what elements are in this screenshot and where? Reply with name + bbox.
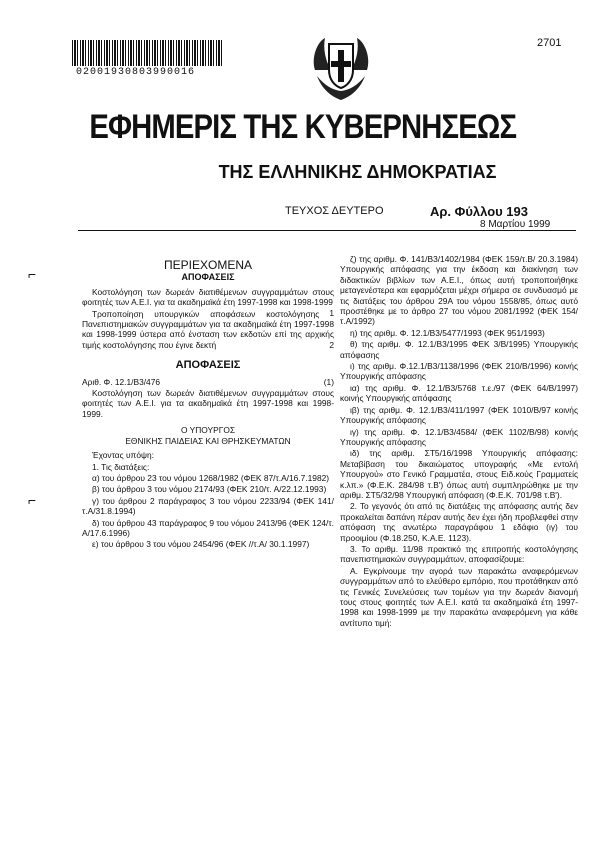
left-column [82, 254, 334, 551]
barcode [72, 40, 224, 66]
list-item: γ) του άρθρου 2 παράγραφος 3 του νόμου 2233/94 (ΦΕΚ 141/τ.Α/31.8.1994) [82, 495, 334, 517]
list-item: η) της αριθμ. Φ. 12.1/Β3/5477/1993 (ΦΕΚ 951/1993) [350, 327, 545, 338]
list-item: θ) της αριθμ. Φ. 12.1/Β3/1995 ΦΕΚ 3/Β/1995) Υπουργικής απόφασης [340, 339, 578, 360]
list-item: ε) του άρθρου 3 του νόμου 2454/96 (ΦΕΚ //τ.Α/ 30.1.1997) [92, 539, 310, 550]
gazette-title: ΕΦΗΜΕΡΙΣ ΤΗΣ ΚΥΒΕΡΝΗΣΕΩΣ [89, 108, 517, 146]
contents-heading: ΠΕΡΙΕΧΟΜΕΝΑ [163, 258, 253, 272]
page-number: 2701 [537, 37, 562, 49]
header-divider [78, 230, 576, 231]
decision-number: Αριθ. Φ. 12.1/Β3/476 (1) [82, 376, 334, 387]
contents-entry: Τροποποίηση υπουργικών αποφάσεων κοστολόγησης Πανεπιστημιακών συγγραμμάτων για τα ακαδημαϊκά έτη 1997-1998 και 1998-1999 ύστερα από ένσταση των εκδοτών επί της αρχικής τιμής κοστολόγησης που έγινε δεκτή 2 [82, 308, 334, 350]
barcode-number: 02001930803990016 [76, 67, 196, 78]
intro-text: Έχοντας υπόψη: [92, 450, 154, 461]
list-item: α) του άρθρου 23 του νόμου 1268/1982 (ΦΕΚ 87/τ.Α/16.7.1982) [92, 472, 330, 483]
margin-mark: ⌐ [28, 492, 37, 508]
ministry-name: ΕΘΝΙΚΗΣ ΠΑΙΔΕΙΑΣ ΚΑΙ ΘΡΗΣΚΕΥΜΑΤΩΝ [125, 435, 291, 446]
list-item: δ) του άρθρου 43 παράγραφος 9 του νόμου 2413/96 (ΦΕΚ 124/τ. Α/17.6.1996) [82, 517, 334, 538]
list-item: ιγ) της αριθμ. Φ. 12.1/Β3/4584/ (ΦΕΚ 1102/Β/98) κοινής Υπουργικής απόφασης [340, 426, 578, 447]
issue-date: 8 Μαρτίου 1999 [480, 219, 551, 230]
decision-subject: Κοστολόγηση των δωρεάν διατιθέμενων συγγραμμάτων στους φοιτητές των Α.Ε.Ι. για τα ακαδημαϊκά έτη 1997-1998 και 1998-1999. [82, 388, 334, 419]
coat-of-arms-emblem [305, 30, 377, 102]
list-item: β) του άρθρου 3 του νόμου 2174/93 (ΦΕΚ 210/τ. Α/22.12.1993) [92, 484, 327, 495]
list-item: ιβ) της αριθμ. Φ. 12.1/Β3/411/1997 (ΦΕΚ 1010/Β/97 κοινής Υπουργικής απόφασης [340, 404, 578, 426]
list-item: ι) της αριθμ. Φ.12.1/Β3/1138/1996 (ΦΕΚ 210/Β/1996) κοινής Υπουργικής απόφασης [340, 361, 578, 382]
decisions-heading: ΑΠΟΦΑΣΕΙΣ [175, 359, 241, 372]
margin-mark: ⌐ [28, 266, 37, 282]
minister-title: Ο ΥΠΟΥΡΓΟΣ [180, 425, 236, 436]
contents-entry: Κοστολόγηση των δωρεάν διατιθέμενων συγγραμμάτων στους φοιτητές των Α.Ε.Ι. για τα ακαδημαϊκά έτη 1997-1998 και 1998-1999 1 [82, 286, 334, 318]
contents-decisions-heading: ΑΠΟΦΑΣΕΙΣ [181, 272, 235, 283]
list-item: ια) της αριθμ. Φ. 12.1/Β3/5768 τ.ε./97 (ΦΕΚ 64/Β/1997) κοινής Υπουργικής απόφασης [340, 382, 578, 404]
sheet-number: Αρ. Φύλλου 193 [430, 204, 529, 219]
list-item: ζ) της αριθμ. Φ. 141/Β3/1402/1984 (ΦΕΚ 159/τ.Β/ 20.3.1984) Υπουργικής απόφασης για την έκδοση και διακίνηση των διδακτικών βιβλίων των Α.Ε.Ι., όπως αυτή τροποποιήθηκε μεταγενέστερα και εφαρμόζεται μέχρι σήμερα σε συνδυασμό με τις διατάξεις του άρθρου 29Α του νόμου 1558/85, όπως αυτό προστέθηκε με το άρθρο 27 του νόμου 2081/1992 (ΦΕΚ 154/τ.Α/1992) [340, 254, 578, 327]
list-item: 1. Τις διατάξεις: [92, 461, 150, 472]
list-item: Α. Εγκρίνουμε την αγορά των παρακάτω αναφερόμενων συγγραμμάτων από το ελεύθερο εμπόριο, που προτάθηκαν από τις Γενικές Συνελεύσεις των τομέων για την δωρεάν διανομή τους στους φοιτητές των Α.Ε.Ι. κατά τα ακαδημαϊκά έτη 1997-1998 και 1998-1999 με την παρακάτω αναφερόμενη για κάθε αντίτυπο τιμή: [340, 565, 578, 628]
gazette-subtitle: ΤΗΣ ΕΛΛΗΝΙΚΗΣ ΔΗΜΟΚΡΑΤΙΑΣ [218, 162, 497, 182]
list-item: ιδ) της αριθμ. ΣΤ5/16/1998 Υπουργικής απόφασης: Μεταβίβαση του δικαιώματος υπογραφής «Με εντολή Υπουργού» στο Γενικό Γραμματέα, στους Ειδ.κούς Γραμματείς κ.λπ.» (Φ.Ε.Κ. 284/98 τ.Β') όπως αυτή συμπληρώθηκε με την αριθμ. ΣΤ5/32/98 Υπουργική απόφαση (Φ.Ε.Κ. 701/98 τ.Β'). [340, 448, 578, 500]
list-item: 2. Το γεγονός ότι από τις διατάξεις της απόφασης αυτής δεν προκαλείται δαπάνη πέραν αυτής δεν έχει ήδη προβλεφθεί στην απόφαση της ανωτέρω παραγράφου 1 εδάφιο (ιγ) του προοιμίου (Φ.18.250, Κ.Α.Ε. 1123). [340, 501, 578, 543]
list-item: 3. Το αριθμ. 11/98 πρακτικό της επιτροπής κοστολόγησης πανεπιστημιακών συγγραμμάτων, αποφασίζουμε: [340, 543, 578, 565]
issue-label: ΤΕΥΧΟΣ ΔΕΥΤΕΡΟ [285, 205, 384, 217]
right-column [340, 254, 578, 629]
